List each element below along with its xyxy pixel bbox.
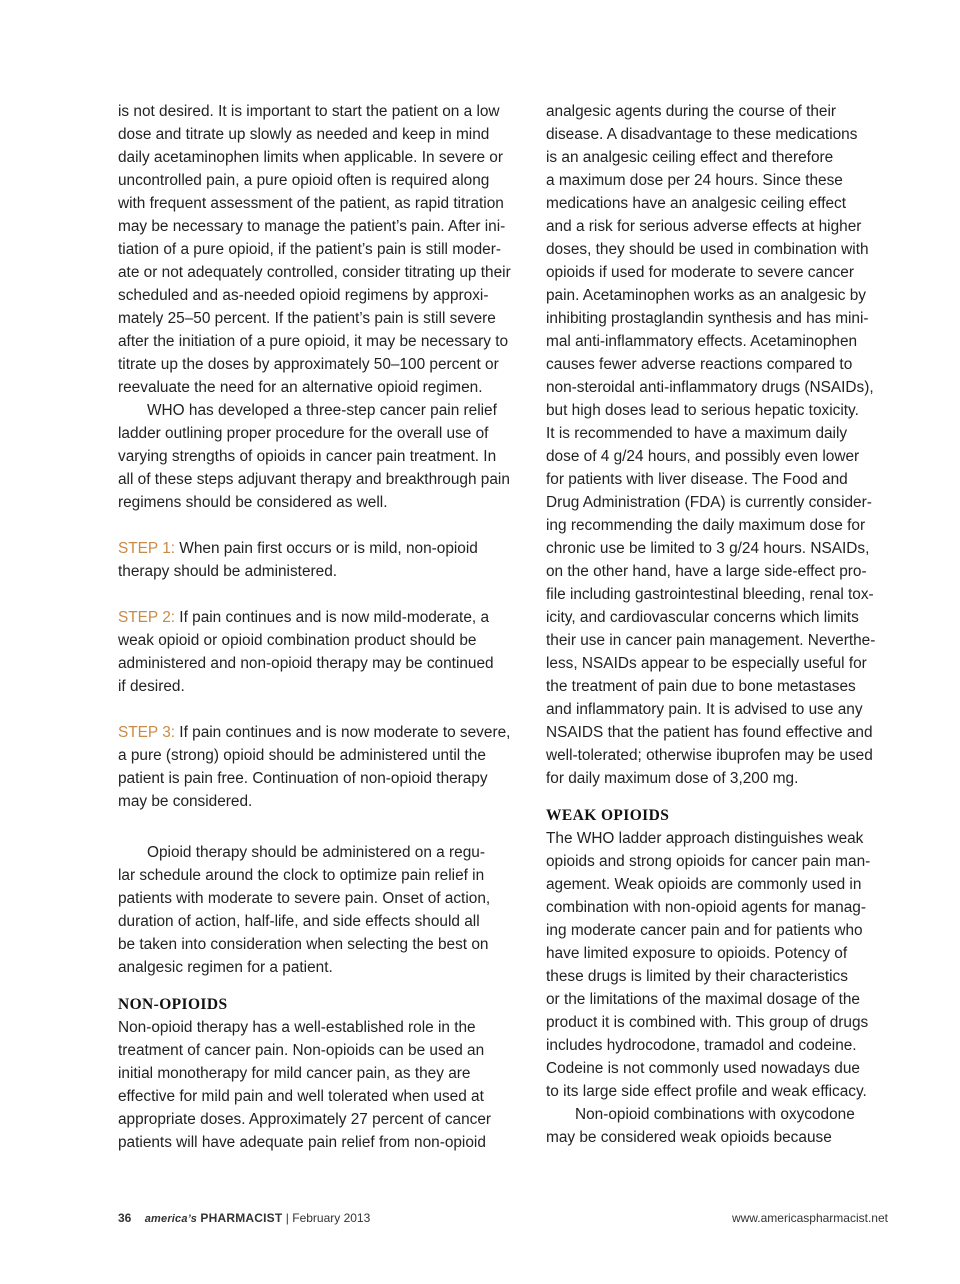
text-line: may be considered weak opioids because	[546, 1129, 832, 1146]
text-line: for daily maximum dose of 3,200 mg.	[546, 770, 799, 787]
text-line: therapy should be administered.	[118, 563, 338, 580]
text-line: and inflammatory pain. It is advised to use any	[546, 701, 863, 718]
text-line: includes hydrocodone, tramadol and codeine.	[546, 1037, 857, 1054]
text-line: administered and non-opioid therapy may be continued	[118, 655, 494, 672]
text-line: dose of 4 g/24 hours, and possibly even lower	[546, 448, 860, 465]
text-line: ate or not adequately controlled, consider titrating up their	[118, 264, 511, 281]
footer-separator: |	[285, 1211, 289, 1225]
text-line: patient is pain free. Continuation of non-opioid therapy	[118, 770, 488, 787]
text-line: Non-opioid therapy has a well-established role in the	[118, 1019, 476, 1036]
text-line: non-steroidal anti-inflammatory drugs (NSAIDs),	[546, 379, 874, 396]
text-line: dose and titrate up slowly as needed and keep in mind	[118, 126, 490, 143]
text-line: a maximum dose per 24 hours. Since these	[546, 172, 843, 189]
text-line: opioids and strong opioids for cancer pain man-	[546, 853, 871, 870]
text-line: and a risk for serious adverse effects at higher	[546, 218, 862, 235]
text-line: It is recommended to have a maximum daily	[546, 425, 848, 442]
text-line: these drugs is limited by their characteristics	[546, 968, 848, 985]
step-2-label: STEP 2:	[118, 609, 176, 626]
text-line: Non-opioid combinations with oxycodone	[575, 1106, 855, 1123]
text-line: NSAIDS that the patient has found effective and	[546, 724, 873, 741]
text-line: be taken into consideration when selecting the best on	[118, 936, 489, 953]
text-line: to its large side effect profile and weak efficacy.	[546, 1083, 867, 1100]
text-line: WHO has developed a three-step cancer pain relief	[147, 402, 497, 419]
text-line: is an analgesic ceiling effect and therefore	[546, 149, 834, 166]
text-line: varying strengths of opioids in cancer pain treatment. In	[118, 448, 497, 465]
text-line: treatment of cancer pain. Non-opioids can be used an	[118, 1042, 485, 1059]
text-line: product it is combined with. This group of drugs	[546, 1014, 869, 1031]
text-line: file including gastrointestinal bleeding, renal tox-	[546, 586, 874, 603]
logo-prefix: america’s	[144, 1213, 198, 1225]
text-line: ladder outlining proper procedure for the overall use of	[118, 425, 489, 442]
page-footer	[118, 1208, 888, 1228]
text-line: icity, and cardiovascular concerns which limits	[546, 609, 859, 626]
text-line: Opioid therapy should be administered on a regu-	[147, 844, 485, 861]
text-line: after the initiation of a pure opioid, it may be necessary to	[118, 333, 509, 350]
text-line: inhibiting prostaglandin synthesis and has mini-	[546, 310, 869, 327]
text-line: tiation of a pure opioid, if the patient’s pain is still moder-	[118, 241, 501, 258]
issue-date: February 2013	[292, 1211, 371, 1225]
publication-logo	[145, 1211, 286, 1225]
left-column	[118, 100, 528, 1154]
text-line: for patients with liver disease. The Food and	[546, 471, 848, 488]
text-line: well-tolerated; otherwise ibuprofen may be used	[546, 747, 873, 764]
text-line: agement. Weak opioids are commonly used in	[546, 876, 862, 893]
text-line: effective for mild pain and well tolerated when used at	[118, 1088, 484, 1105]
text-line: regimens should be considered as well.	[118, 494, 388, 511]
step-2-line	[118, 606, 528, 629]
text-line: the treatment of pain due to bone metastases	[546, 678, 856, 695]
text-line: pain. Acetaminophen works as an analgesic by	[546, 287, 866, 304]
text-line: appropriate doses. Approximately 27 percent of cancer	[118, 1111, 492, 1128]
step-1-label: STEP 1:	[118, 540, 176, 557]
text-line: analgesic regimen for a patient.	[118, 959, 333, 976]
step-2-text: If pain continues and is now mild-moderate, a	[175, 609, 489, 626]
text-line: The WHO ladder approach distinguishes weak	[546, 830, 864, 847]
text-line: with frequent assessment of the patient, as rapid titration	[118, 195, 504, 212]
step-1-text: When pain first occurs or is mild, non-opioid	[175, 540, 478, 557]
step-3-text: If pain continues and is now moderate to severe,	[175, 724, 511, 741]
text-line: patients with moderate to severe pain. Onset of action,	[118, 890, 491, 907]
text-line: mately 25–50 percent. If the patient’s pain is still severe	[118, 310, 496, 327]
text-line: may be considered.	[118, 793, 253, 810]
text-line: doses, they should be used in combination with	[546, 241, 869, 258]
right-column	[546, 100, 886, 1149]
website-url[interactable]: www.americaspharmacist.net	[731, 1211, 888, 1225]
text-line: is not desired. It is important to start the patient on a low	[118, 103, 500, 120]
text-line: ing moderate cancer pain and for patients who	[546, 922, 863, 939]
text-line: combination with non-opioid agents for manag-	[546, 899, 866, 916]
text-line: a pure (strong) opioid should be administered until the	[118, 747, 486, 764]
text-line: but high doses lead to serious hepatic toxicity.	[546, 402, 859, 419]
section-heading-weak-opioids: WEAK OPIOIDS	[546, 807, 670, 824]
text-line: causes fewer adverse reactions compared to	[546, 356, 853, 373]
text-line: if desired.	[118, 678, 185, 695]
logo-name: PHARMACIST	[200, 1211, 283, 1225]
text-line: titrate up the doses by approximately 50–100 percent or	[118, 356, 499, 373]
text-line: uncontrolled pain, a pure opioid often is required along	[118, 172, 490, 189]
text-line: duration of action, half-life, and side effects should all	[118, 913, 480, 930]
text-line: scheduled and as-needed opioid regimens by approxi-	[118, 287, 489, 304]
text-line: Drug Administration (FDA) is currently consider-	[546, 494, 872, 511]
text-line: mal anti-inflammatory effects. Acetaminophen	[546, 333, 858, 350]
text-line: patients will have adequate pain relief from non-opioid	[118, 1134, 486, 1151]
text-line: analgesic agents during the course of their	[546, 103, 837, 120]
step-1-line	[118, 537, 528, 560]
text-line: reevaluate the need for an alternative opioid regimen.	[118, 379, 483, 396]
text-line: all of these steps adjuvant therapy and breakthrough pain	[118, 471, 510, 488]
text-line: initial monotherapy for mild cancer pain, as they are	[118, 1065, 471, 1082]
text-line: opioids if used for moderate to severe cancer	[546, 264, 854, 281]
text-line: on the other hand, have a large side-effect pro-	[546, 563, 867, 580]
step-3-line	[118, 721, 528, 744]
text-line: disease. A disadvantage to these medications	[546, 126, 858, 143]
text-line: daily acetaminophen limits when applicable. In severe or	[118, 149, 503, 166]
text-line: their use in cancer pain management. Neverthe-	[546, 632, 876, 649]
text-line: chronic use be limited to 3 g/24 hours. NSAIDs,	[546, 540, 870, 557]
step-3-label: STEP 3:	[118, 724, 176, 741]
text-line: lar schedule around the clock to optimize pain relief in	[118, 867, 485, 884]
text-line: have limited exposure to opioids. Potency of	[546, 945, 848, 962]
text-line: may be necessary to manage the patient’s pain. After ini-	[118, 218, 506, 235]
text-line: weak opioid or opioid combination product should be	[118, 632, 477, 649]
text-line: ing recommending the daily maximum dose for	[546, 517, 866, 534]
text-line: less, NSAIDs appear to be especially useful for	[546, 655, 867, 672]
page-number: 36	[118, 1211, 132, 1225]
text-line: or the limitations of the maximal dosage of the	[546, 991, 860, 1008]
section-heading-non-opioids: NON-OPIOIDS	[118, 996, 228, 1013]
text-line: Codeine is not commonly used nowadays due	[546, 1060, 860, 1077]
text-line: medications have an analgesic ceiling effect	[546, 195, 847, 212]
